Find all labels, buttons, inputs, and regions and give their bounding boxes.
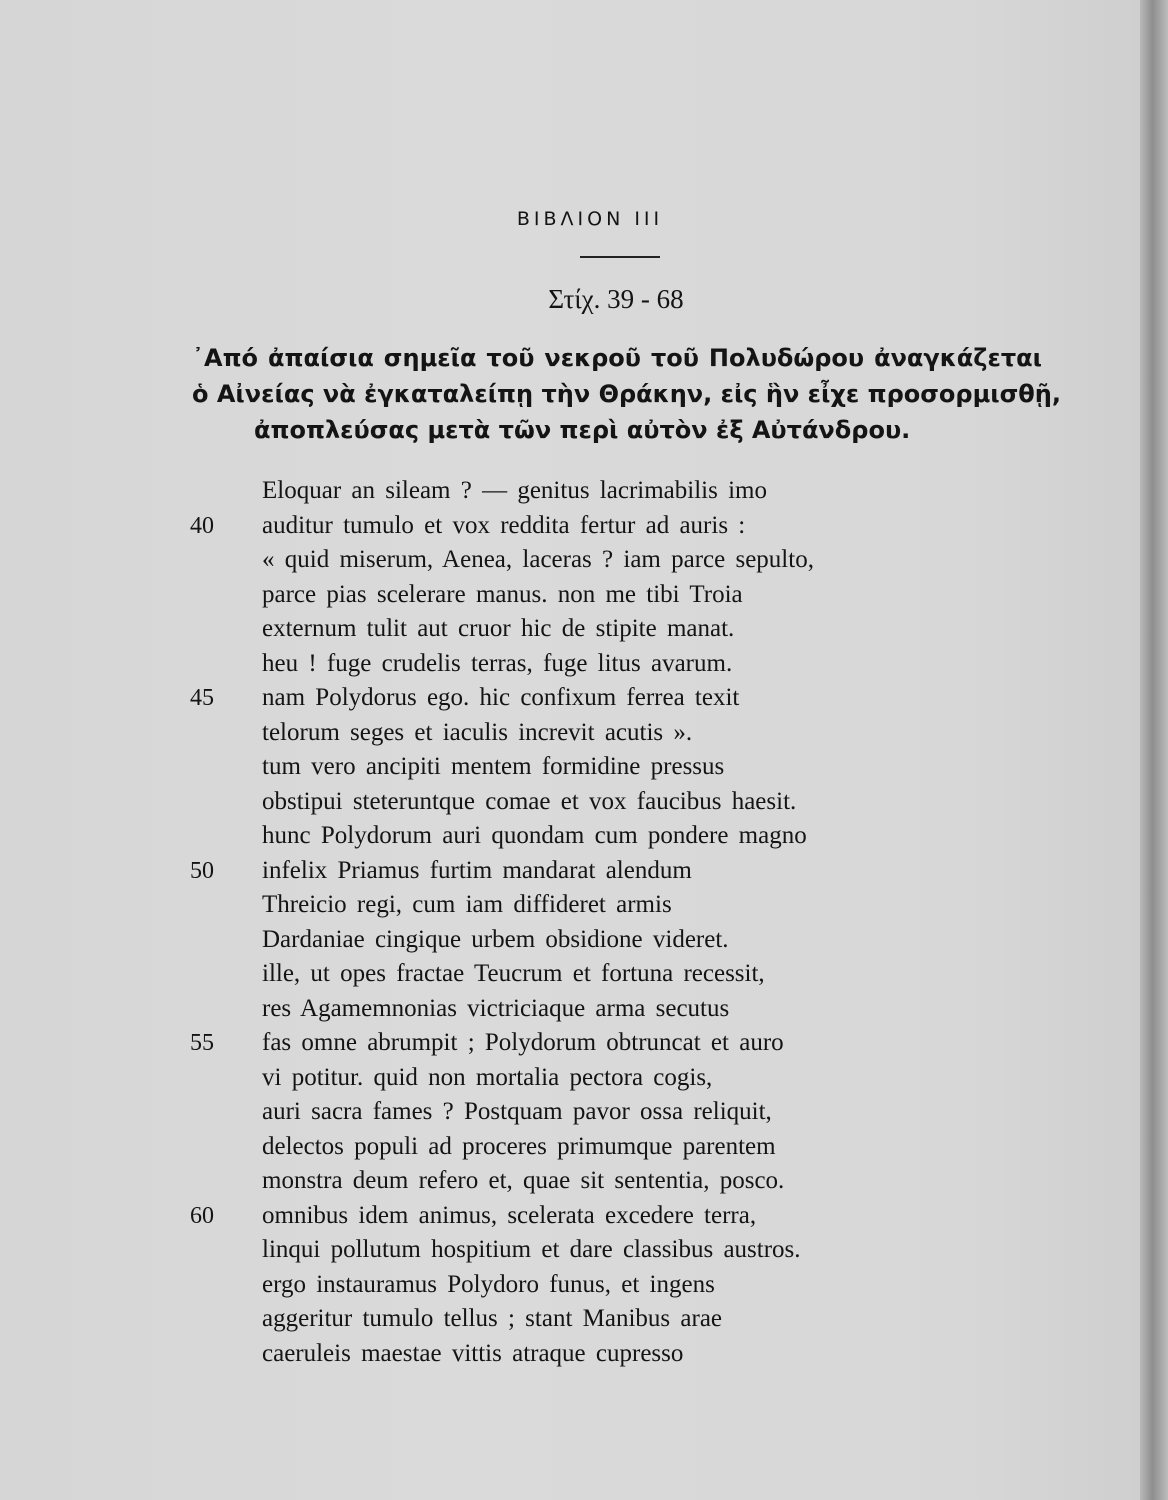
summary-line: ἀποπλεύσας μετὰ τῶν περὶ αὐτὸν ἐξ Αὐτάνδρου. — [254, 416, 911, 444]
poem-line — [190, 1095, 950, 1130]
verse-text: monstra deum refero et, quae sit sententia, posco. — [262, 1167, 785, 1194]
poem-line — [190, 1199, 950, 1234]
verse-text: hunc Polydorum auri quondam cum pondere magno — [262, 822, 807, 849]
verse-text: nam Polydorus ego. hic confixum ferrea texit — [262, 684, 740, 711]
latin-poem — [190, 474, 950, 1371]
verse-text: delectos populi ad proceres primumque parentem — [262, 1132, 776, 1160]
verse-text: caeruleis maestae vittis atraque cupresso — [262, 1339, 684, 1367]
verse-text: Threicio regi, cum iam diffideret armis — [262, 891, 672, 918]
verse-text: parce pias scelerare manus. non me tibi Troia — [262, 580, 743, 608]
line-number: 55 — [190, 1030, 214, 1056]
book-title: ΒΙΒΛΙΟΝ III — [516, 208, 664, 230]
poem-line — [190, 578, 950, 613]
poem-line — [190, 543, 950, 578]
poem-line — [190, 612, 950, 647]
title-rule — [580, 256, 660, 258]
verse-text: telorum seges et iaculis increvit acutis ». — [262, 718, 693, 746]
poem-line — [190, 819, 950, 854]
poem-line — [190, 1164, 950, 1199]
lines-reference: Στίχ. 39 - 68 — [548, 284, 684, 314]
verse-text: externum tulit aut cruor hic de stipite manat. — [262, 615, 735, 642]
poem-line — [190, 1061, 950, 1096]
verse-text: infelix Priamus furtim mandarat alendum — [262, 856, 692, 884]
line-number: 50 — [190, 857, 214, 884]
poem-line — [190, 957, 950, 992]
poem-line — [190, 647, 950, 682]
page-edge — [1140, 0, 1168, 1500]
verse-text: vi potitur. quid non mortalia pectora cogis, — [262, 1063, 713, 1091]
summary-line: ὁ Αἰνείας νὰ ἐγκαταλείπῃ τὴν Θράκην, εἰς ἣν εἶχε προσορμισθῇ, — [192, 380, 1061, 408]
verse-text: heu ! fuge crudelis terras, fuge litus avarum. — [262, 649, 733, 677]
poem-line — [190, 1302, 950, 1337]
greek-summary — [192, 340, 1061, 448]
verse-text: ergo instauramus Polydoro funus, et ingens — [262, 1270, 715, 1298]
poem-line — [190, 785, 950, 820]
poem-line — [190, 1130, 950, 1165]
verse-text: Dardaniae cingique urbem obsidione videret. — [262, 925, 729, 953]
verse-text: Eloquar an sileam ? — genitus lacrimabilis imo — [262, 477, 767, 504]
verse-text: omnibus idem animus, scelerata excedere terra, — [262, 1201, 757, 1229]
summary-line: ᾿Από ἀπαίσια σημεῖα τοῦ νεκροῦ τοῦ Πολυδώρου ἀναγκάζεται — [192, 344, 1042, 372]
line-number: 45 — [190, 685, 214, 711]
verse-text: aggeritur tumulo tellus ; stant Manibus arae — [262, 1305, 723, 1332]
verse-text: « quid miserum, Aenea, laceras ? iam parce sepulto, — [262, 546, 814, 573]
poem-line — [190, 1233, 950, 1268]
poem-line — [190, 716, 950, 751]
poem-line — [190, 681, 950, 716]
verse-text: obstipui steteruntque comae et vox faucibus haesit. — [262, 787, 797, 815]
verse-text: linqui pollutum hospitium et dare classibus austros. — [262, 1236, 801, 1263]
line-number: 40 — [190, 512, 214, 539]
poem-line — [190, 1337, 950, 1372]
verse-text: fas omne abrumpit ; Polydorum obtruncat et auro — [262, 1029, 784, 1056]
poem-line — [190, 1026, 950, 1061]
poem-line — [190, 923, 950, 958]
line-number: 60 — [190, 1202, 214, 1229]
verse-text: res Agamemnonias victriciaque arma secutus — [262, 994, 730, 1022]
poem-line — [190, 1268, 950, 1303]
poem-line — [190, 992, 950, 1027]
poem-line — [190, 854, 950, 889]
poem-line — [190, 750, 950, 785]
verse-text: ille, ut opes fractae Teucrum et fortuna recessit, — [262, 960, 765, 987]
verse-text: auri sacra fames ? Postquam pavor ossa reliquit, — [262, 1098, 772, 1125]
poem-line — [190, 474, 950, 509]
poem-line — [190, 888, 950, 923]
verse-text: auditur tumulo et vox reddita fertur ad auris : — [262, 511, 746, 539]
verse-text: tum vero ancipiti mentem formidine pressus — [262, 753, 725, 780]
poem-line — [190, 509, 950, 544]
